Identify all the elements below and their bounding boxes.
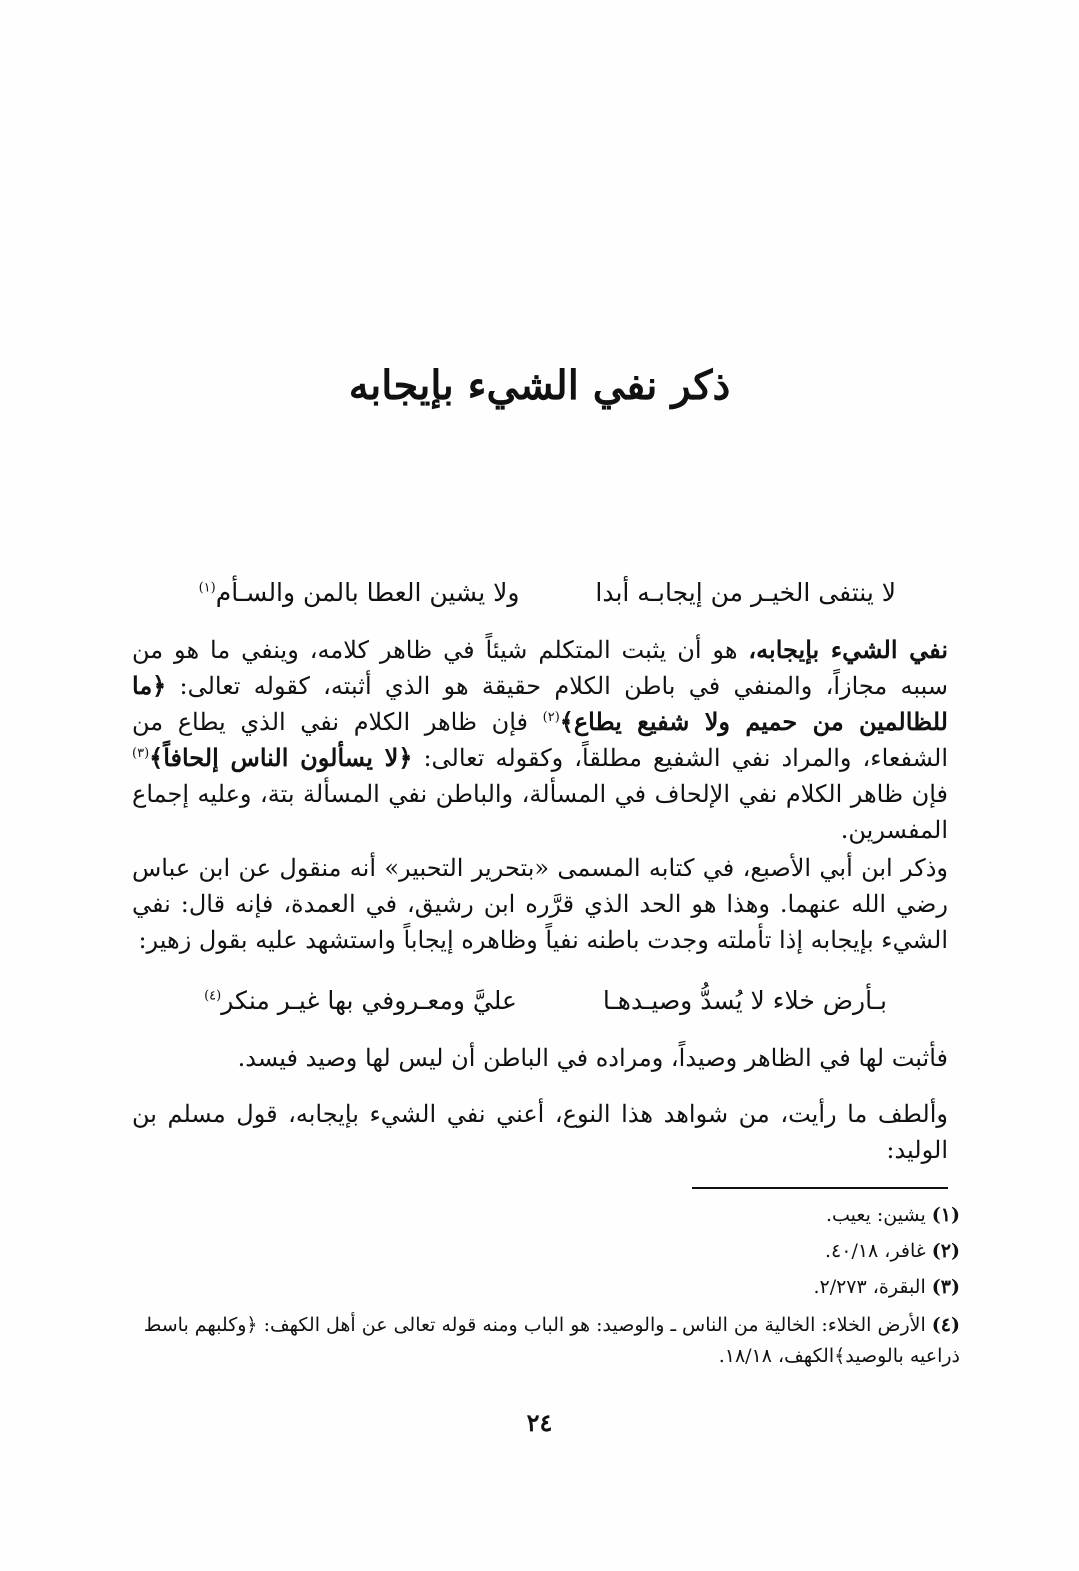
footnote-2-number: (٢) xyxy=(931,1240,960,1262)
footnote-ref-4: (٤) xyxy=(204,988,222,1004)
verse-2 xyxy=(204,986,887,1015)
footnote-4-text: الأرض الخلاء: الخالية من الناس ـ والوصيد: هو الباب ومنه قوله تعالى عن أهل الكهف: ﴿وكلبهم باسط ذراعيه بالوصيد﴾الكهف، ١٨/١٨. xyxy=(143,1314,960,1367)
footnote-2-text: غافر، ٤٠/١٨. xyxy=(824,1240,932,1262)
page-number: ٢٤ xyxy=(526,1408,553,1437)
footnote-ref-1: (١) xyxy=(198,580,216,596)
verse-2-first-hemistich: بـأرض خلاء لا يُسدُّ وصيـدهـا xyxy=(602,986,887,1015)
term-heading: نفي الشيء بإيجابه، xyxy=(748,635,949,664)
paragraph-1-text-c: فإن ظاهر الكلام نفي الإلحاف في المسألة، والباطن نفي المسألة بتة، وعليه إجماع المفسرين. xyxy=(132,780,948,844)
footnote-3 xyxy=(138,1272,960,1303)
verse-1-second-hemistich: ولا يشين العطا بالمن والسـأم xyxy=(215,578,520,607)
footnote-3-number: (٣) xyxy=(931,1276,960,1298)
paragraph-4: وألطف ما رأيت، من شواهد هذا النوع، أعني نفي الشيء بإيجابه، قول مسلم بن الوليد: xyxy=(132,1100,948,1164)
paragraph-1-text-a: هو أن يثبت المتكلم شيئاً في ظاهر كلامه، وينفي ما هو من سببه مجازاً، والمنفي في باطن الكلام حقيقة هو الذي أثبته، كقوله تعالى: xyxy=(132,636,948,700)
chapter-title: ذكر نفي الشيء بإيجابه xyxy=(348,362,731,409)
verse-1-first-hemistich: لا ينتفى الخيـر من إيجابـه أبدا xyxy=(595,578,896,607)
verse-2-second-hemistich: عليَّ ومعـروفي بها غيـر منكر xyxy=(221,986,517,1015)
footnote-1-text: يشين: يعيب. xyxy=(825,1204,932,1226)
paragraph-3: فأثبت لها في الظاهر وصيداً، ومراده في الباطن أن ليس لها وصيد فيسد. xyxy=(237,1044,948,1072)
footnote-1-number: (١) xyxy=(931,1204,960,1226)
verse-1 xyxy=(199,578,896,607)
paragraph-1-text-b: فإن ظاهر الكلام نفي الذي يطاع من الشفعاء، والمراد نفي الشفيع مطلقاً، وكقوله تعالى: xyxy=(132,708,948,772)
footnote-ref-2: (٢) xyxy=(542,710,560,725)
footnote-separator xyxy=(692,1187,948,1189)
footnote-ref-3: (٣) xyxy=(132,746,150,761)
footnote-3-text: البقرة، ٢/٢٧٣. xyxy=(813,1276,932,1298)
quran-quote-2: ﴿لا يسألون الناس إلحافاً﴾ xyxy=(149,743,413,772)
footnote-4 xyxy=(138,1310,960,1372)
quran-quote-1: ﴿ما للظالمين من حميم ولا شفيع يطاع﴾ xyxy=(132,671,948,736)
footnote-2 xyxy=(138,1236,960,1267)
footnote-1 xyxy=(138,1200,960,1231)
paragraph-2: وذكر ابن أبي الأصبع، في كتابه المسمى «بتحرير التحبير» أنه منقول عن ابن عباس رضي الله عنهما. وهذا هو الحد الذي قرَّره ابن رشيق، في العمدة، فإنه قال: نفي الشيء بإيجابه إذا تأملته وجدت باطنه نفياً وظاهره إيجاباً واستشهد عليه بقول زهير: xyxy=(132,854,948,954)
footnote-4-number: (٤) xyxy=(931,1314,960,1336)
paragraph-1 xyxy=(132,632,948,848)
